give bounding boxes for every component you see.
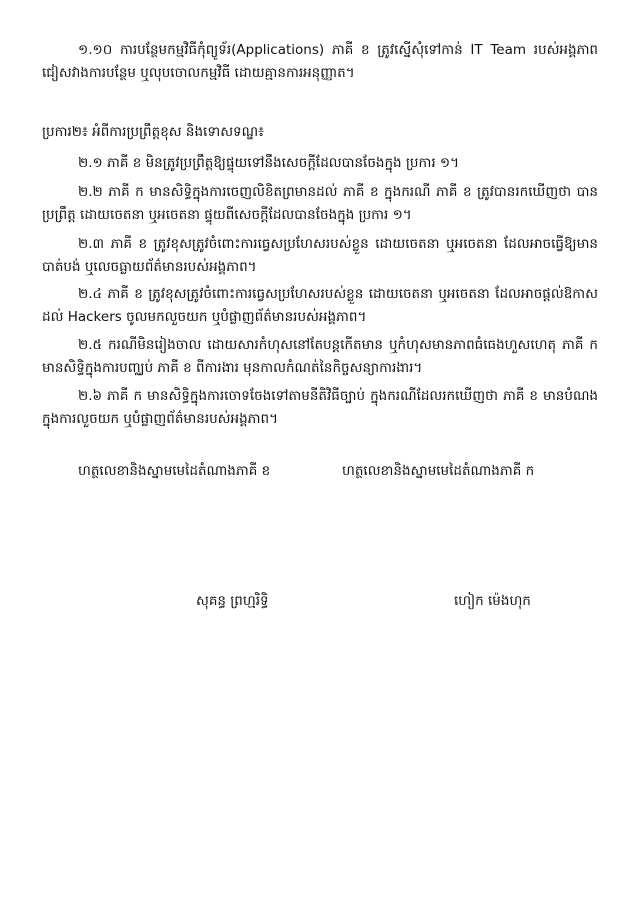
signatory-name-party-a: ហៀក ម៉េងហុក <box>454 593 531 609</box>
clause-2-2: ២.២ ភាគី ក មានសិទ្ធិក្នុងការចេញលិខិតព្រមានដល់ ភាគី ខ ក្នុងករណី ភាគី ខ ត្រូវបានរកឃើញថា បានប្រព្រឹត្ត ដោយចេតនា ឬអចេតនា ផ្ទុយពីសេចក្តីដែលបានចែងក្នុង ប្រការ ១។ <box>42 184 598 223</box>
signature-label-party-b: ហត្ថលេខានិងស្នាមមេដៃតំណាងភាគី ខ <box>78 463 271 479</box>
clause-2-5: ២.៥ ករណីមិនរៀងចាល ដោយសារកំហុសនៅតែបន្តកើតមាន ឬកំហុសមានភាពធំធេងហួសហេតុ ភាគី ក មានសិទ្ធិក្នុងការបញ្ឈប់ ភាគី ខ ពីការងារ មុនកាលកំណត់នៃកិច្ចសន្យាការងារ។ <box>42 337 598 376</box>
clause-2-1: ២.១ ភាគី ខ មិនត្រូវប្រព្រឹត្តឱ្យផ្ទុយទៅនឹងសេចក្តីដែលបានចែងក្នុង ប្រការ ១។ <box>78 155 460 171</box>
clause-1-10: ១.១០ ការបន្ថែមកម្មវិធីកុំព្យូទ័រ(Applications) ភាគី ខ ត្រូវស្នើសុំទៅកាន់ IT Team របស់អង្គភាព ជៀសវាងការបន្ថែម ឬលុបចោលកម្មវិធី ដោយគ្មានការអនុញ្ញាត។ <box>42 42 598 81</box>
clause-2-4: ២.៤ ភាគី ខ ត្រូវខុសត្រូវចំពោះការធ្វេសប្រហែសរបស់ខ្លួន ដោយចេតនា ឬអចេតនា ដែលអាចផ្តល់ឱកាស ដល់ Hackers ចូលមកលួចយក ឬបំផ្លាញព័ត៌មានរបស់អង្គភាព។ <box>42 286 598 325</box>
clause-2-3: ២.៣ ភាគី ខ ត្រូវខុសត្រូវចំពោះការធ្វេសប្រហែសរបស់ខ្លួន ដោយចេតនា ឬអចេតនា ដែលអាចធ្វើឱ្យមានបាត់បង់ ឬលេចធ្លាយព័ត៌មានរបស់អង្គភាព។ <box>42 236 598 275</box>
signature-label-party-a: ហត្ថលេខានិងស្នាមមេដៃតំណាងភាគី ក <box>342 463 535 479</box>
signatory-name-party-b: សុគន្ធ ព្រហ្មរិទ្ធិ <box>196 593 269 609</box>
clause-2-6: ២.៦ ភាគី ក មានសិទ្ធិក្នុងការចោទចែងទៅតាមនីតិវិធីច្បាប់ ក្នុងករណីដែលរកឃើញថា ភាគី ខ មានបំណង ក្នុងការលួចយក ឬបំផ្លាញព័ត៌មានរបស់អង្គភាព។ <box>42 388 598 427</box>
article-2-heading: ប្រការ២៖ អំពីការប្រព្រឹត្តខុស និងទោសទណ្ឌ៖ <box>42 124 265 140</box>
